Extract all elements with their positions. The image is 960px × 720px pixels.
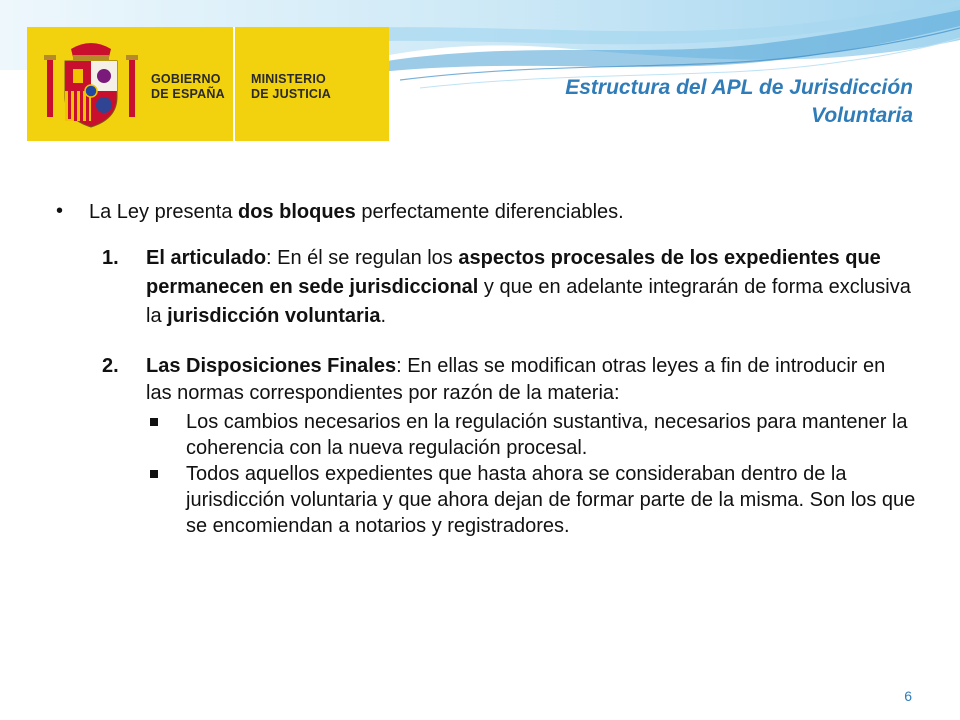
numbered-item-1 (56, 244, 916, 331)
bullet-text-pre: La Ley presenta (89, 201, 238, 223)
page-number: 6 (904, 688, 912, 704)
item1-text-1: : En él se regulan los (266, 247, 459, 269)
item2-bold-1: Las Disposiciones Finales (146, 355, 397, 377)
government-logo (27, 27, 389, 141)
square-bullet-icon (150, 418, 158, 426)
item-number: 2. (102, 355, 119, 377)
slide-body (56, 200, 916, 561)
numbered-item-2 (56, 353, 916, 539)
bullet-text-post: perfectamente diferenciables. (355, 201, 624, 223)
sub-item-2-text: Todos aquellos expedientes que hasta ahora se consideraban dentro de la jurisdicción voluntaria y que ahora dejan de formar parte de la misma. Son los que se encomiendan a notarios y registradores. (186, 463, 916, 537)
item1-bold-1: El articulado (146, 247, 267, 269)
bullet-text-bold: dos bloques (238, 201, 356, 223)
item1-bold-3: jurisdicción voluntaria (167, 305, 381, 327)
item2-text-1: : En ellas se modifican otras leyes a fin de introducir en las normas correspondientes por razón de la materia: (146, 355, 886, 404)
sub-item-1-text: Los cambios necesarios en la regulación sustantiva, necesarios para mantener la coherencia con la nueva regulación procesal. (186, 411, 908, 459)
item1-text-3: . (380, 305, 387, 327)
ministerio-label: MINISTERIO DE JUSTICIA (251, 72, 331, 101)
sub-list (146, 409, 916, 539)
item1-bold-2: aspectos procesales de los expedientes que permanecen en sede jurisdiccional (146, 247, 881, 298)
sub-item-2 (146, 461, 916, 539)
item-number: 1. (102, 247, 119, 269)
bullet-dot-icon: • (56, 200, 64, 222)
main-bullet (56, 200, 916, 224)
logo-divider (233, 27, 235, 141)
coat-of-arms-icon (41, 35, 141, 133)
gobierno-label: GOBIERNO DE ESPAÑA (151, 72, 225, 101)
item1-text-2: y que en adelante integrarán de forma exclusiva la (146, 276, 911, 327)
slide-title: Estructura del APL de Jurisdicción Voluntaria (565, 76, 913, 127)
sub-item-1 (146, 409, 916, 461)
square-bullet-icon (150, 470, 158, 478)
